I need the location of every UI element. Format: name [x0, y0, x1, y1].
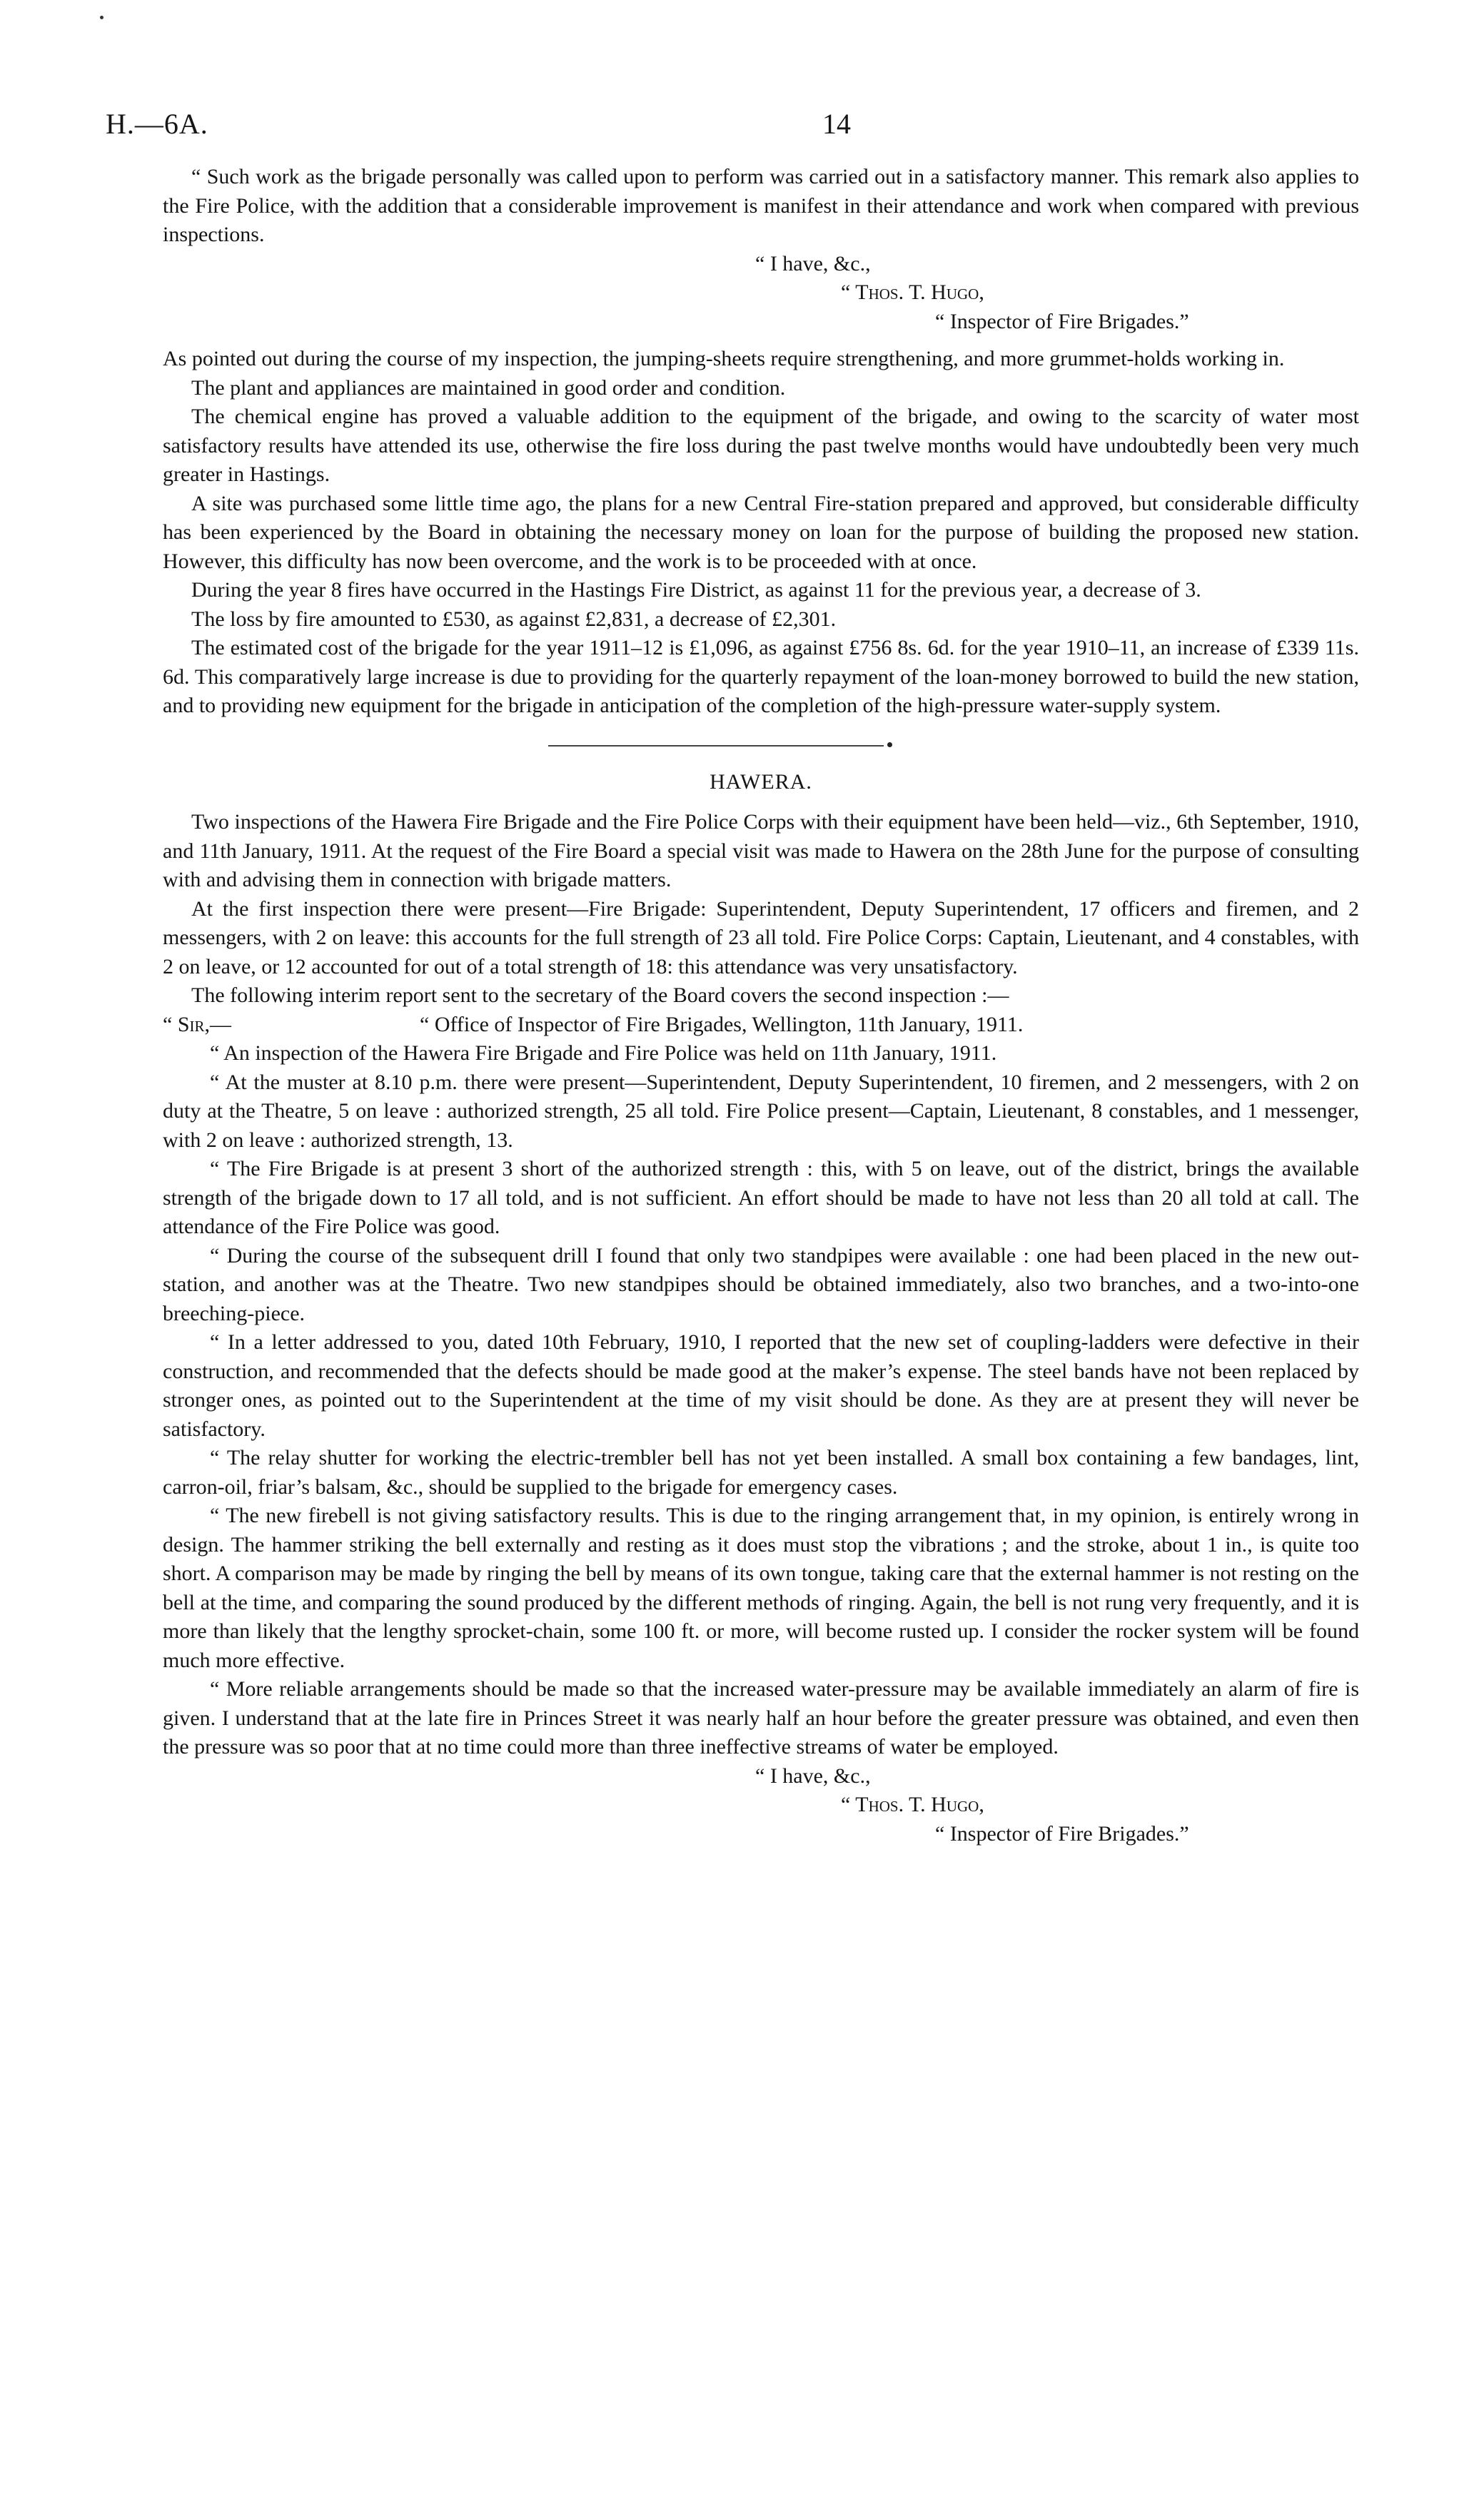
document-reference: H.—6A.: [106, 108, 208, 140]
hastings-paragraph: The loss by fire amounted to £530, as against £2,831, a decrease of £2,301.: [191, 607, 837, 631]
signature-title: “ Inspector of Fire Brigades.”: [935, 1821, 1189, 1846]
letter-office-line: “ Office of Inspector of Fire Brigades, Wellington, 11th January, 1911.: [420, 1012, 1024, 1036]
signature-closing: “ I have, &c.,: [755, 1764, 871, 1788]
hastings-paragraph: During the year 8 fires have occurred in the Hastings Fire District, as against 11 for the previous year, a decrease of 3.: [191, 578, 1201, 602]
divider-line: [548, 745, 884, 747]
hawera-paragraph: The following interim report sent to the secretary of the Board covers the second inspection :—: [191, 983, 1009, 1007]
letter-heading-line: [163, 1011, 1359, 1040]
section-heading-hawera: HAWERA.: [710, 769, 812, 794]
hawera-signature-block: [163, 1762, 1359, 1849]
hastings-paragraph: A site was purchased some little time ago, the plans for a new Central Fire-station prepared and approved, but considerable difficulty has been experienced by the Board in obtaining the necessary money on loan for the purpose of building the proposed new station. However, this difficulty has now been overcome, and the work is to be proceeded with at once.: [163, 491, 1359, 573]
letter-paragraph: “ The Fire Brigade is at present 3 short of the authorized strength : this, with 5 on leave, out of the district, brings the available strength of the brigade down to 17 all told, and is not sufficient. An effort should be made to have not less than 20 all told at call. The attendance of the Fire Police was good.: [163, 1157, 1359, 1238]
signature-name: “ Thos. T. Hugo,: [841, 280, 984, 304]
scan-speck: [100, 16, 104, 19]
hawera-paragraph: At the first inspection there were present—Fire Brigade: Superintendent, Deputy Superintendent, 17 officers and firemen, and 2 messengers, with 2 on leave: this accounts for the full strength of 23 all told. Fire Police Corps: Captain, Lieutenant, and 4 constables, with 2 on leave, or 12 accounted for out of a total strength of 18: this attendance was very unsatisfactory.: [163, 896, 1359, 978]
letter-salutation: “ Sir,—: [163, 1012, 231, 1036]
hastings-paragraph: The chemical engine has proved a valuable addition to the equipment of the brigade, and owing to the scarcity of water most satisfactory results have attended its use, otherwise the fire loss during the past twelve months would have undoubtedly been very much greater in Hastings.: [163, 405, 1359, 486]
signature-name: “ Thos. T. Hugo,: [841, 1793, 984, 1816]
letter-paragraph: “ During the course of the subsequent drill I found that only two standpipes were available : one had been placed in the new out-station, and another was at the Theatre. Two new standpipes should be obtained immediately, also two branches, and a two-into-one breeching-piece.: [163, 1243, 1359, 1325]
letter-paragraph: “ The relay shutter for working the electric-trembler bell has not yet been installed. A small box containing a few bandages, lint, carron-oil, friar’s balsam, &c., should be supplied to the brigade for emergency cases.: [163, 1446, 1359, 1499]
hastings-paragraph: As pointed out during the course of my inspection, the jumping-sheets require strengthening, and more grummet-holds working in.: [163, 347, 1285, 370]
hastings-letter-paragraph: “ Such work as the brigade personally was called upon to perform was carried out in a satisfactory manner. This remark also applies to the Fire Police, with the addition that a considerable improvement is manifest in their attendance and work when compared with previous inspections.: [163, 165, 1359, 246]
section-divider: [163, 721, 1359, 762]
hastings-paragraph: The estimated cost of the brigade for the year 1911–12 is £1,096, as against £756 8s. 6d. for the year 1910–11, an increase of £339 11s. 6d. This comparatively large increase is due to providing for the quarterly repayment of the loan-money borrowed to build the new station, and to providing new equipment for the brigade in anticipation of the completion of the high-pressure water-supply system.: [163, 636, 1359, 717]
letter-paragraph: “ In a letter addressed to you, dated 10th February, 1910, I reported that the new set of coupling-ladders were defective in their construction, and recommended that the defects should be made good at the maker’s expense. The steel bands have not been replaced by stronger ones, as pointed out to the Superintendent at the time of my visit should be done. As they are at present they will never be satisfactory.: [163, 1330, 1359, 1441]
signature-closing: “ I have, &c.,: [755, 251, 871, 275]
page-header: [100, 107, 1384, 150]
divider-dot: [887, 742, 892, 747]
hastings-signature-block: [163, 250, 1359, 337]
letter-paragraph: “ At the muster at 8.10 p.m. there were present—Superintendent, Deputy Superintendent, 10 firemen, and 2 messengers, with 2 on duty at the Theatre, 5 on leave : authorized strength, 25 all told. Fire Police present—Captain, Lieutenant, 8 constables, and 1 messenger, with 2 on leave : authorized strength, 13.: [163, 1070, 1359, 1152]
page-number: 14: [822, 108, 851, 140]
letter-paragraph: “ The new firebell is not giving satisfactory results. This is due to the ringing arrangement that, in my opinion, is entirely wrong in design. The hammer striking the bell externally and resting as it does must stop the vibrations ; and the stroke, about 1 in., is quite too short. A comparison may be made by ringing the bell by means of its own tongue, taking care that the external hammer is not resting on the bell at the time, and comparing the sound produced by the different methods of ringing. Again, the bell is not rung very frequently, and it is more than likely that the lengthy sprocket-chain, some 100 ft. or more, will become rusted up. I consider the rocker system will be found much more effective.: [163, 1504, 1359, 1672]
hawera-paragraph: Two inspections of the Hawera Fire Brigade and the Fire Police Corps with their equipment have been held—viz., 6th September, 1910, and 11th January, 1911. At the request of the Fire Board a special visit was made to Hawera on the 28th June for the purpose of consulting with and advising them in connection with brigade matters.: [163, 810, 1359, 891]
signature-title: “ Inspector of Fire Brigades.”: [935, 309, 1189, 333]
hastings-paragraph: The plant and appliances are maintained in good order and condition.: [191, 375, 786, 400]
document-body: [163, 163, 1359, 1848]
letter-paragraph: “ More reliable arrangements should be made so that the increased water-pressure may be available immediately an alarm of fire is given. I understand that at the late fire in Princes Street it was nearly half an hour before the greater pressure was obtained, and even then the pressure was so poor that at no time could more than three ineffective streams of water be employed.: [163, 1677, 1359, 1759]
letter-paragraph: “ An inspection of the Hawera Fire Brigade and Fire Police was held on 11th January, 1911.: [210, 1041, 997, 1065]
